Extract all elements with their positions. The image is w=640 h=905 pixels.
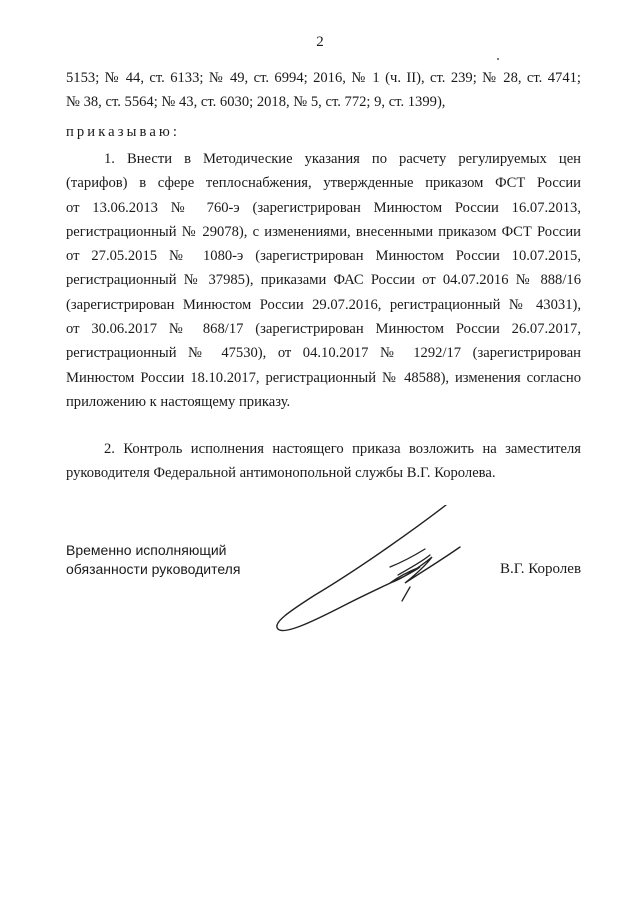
order-word: [66, 120, 581, 144]
text-line: регистрационный № 37985), приказами ФАС России от 04.07.2016 № 888/16: [66, 272, 581, 289]
signatory-name: В.Г. Королев: [500, 561, 582, 577]
text-line: (зарегистрирован Минюстом России 29.07.2016, регистрационный № 43031),: [66, 296, 581, 313]
text-line: 1. Внести в Методические указания по расчету регулируемых цен: [104, 151, 581, 167]
item-2-paragraph: [66, 437, 581, 486]
scan-speck: [497, 58, 499, 60]
handwritten-signature: [270, 505, 470, 635]
position-line: обязанности руководителя: [66, 561, 241, 577]
text-line: от 27.05.2015 № 1080-э (зарегистрирован Минюстом России 10.07.2015,: [66, 248, 581, 265]
text-line: от 13.06.2013 № 760-э (зарегистрирован Минюстом России 16.07.2013,: [66, 199, 581, 216]
text-line: Минюстом России 18.10.2017, регистрационный № 48588), изменения согласно: [66, 369, 581, 386]
text-line: 2. Контроль исполнения настоящего приказа возложить на заместителя: [104, 441, 581, 457]
continuation-paragraph: [66, 66, 581, 115]
text-line: регистрационный № 47530), от 04.10.2017 № 1292/17 (зарегистрирован: [66, 345, 581, 362]
page-number: 2: [316, 34, 324, 50]
text-line: от 30.06.2017 № 868/17 (зарегистрирован Минюстом России 26.07.2017,: [66, 321, 581, 338]
order-word-text: приказываю:: [66, 124, 181, 140]
text-line: (тарифов) в сфере теплоснабжения, утвержденные приказом ФСТ России: [66, 175, 581, 192]
text-line: 5153; № 44, ст. 6133; № 49, ст. 6994; 2016, № 1 (ч. II), ст. 239; № 28, ст. 4741;: [66, 70, 581, 86]
text-line: № 38, ст. 5564; № 43, ст. 6030; 2018, № 5, ст. 772; 9, ст. 1399),: [66, 94, 446, 111]
item-1-paragraph: [66, 147, 581, 414]
signatory-position: [66, 541, 240, 579]
text-line: приложению к настоящему приказу.: [66, 393, 291, 410]
position-line: Временно исполняющий: [66, 542, 227, 558]
text-line: руководителя Федеральной антимонопольной службы В.Г. Королева.: [66, 465, 496, 482]
text-line: регистрационный № 29078), с изменениями, внесенными приказом ФСТ России: [66, 223, 581, 240]
